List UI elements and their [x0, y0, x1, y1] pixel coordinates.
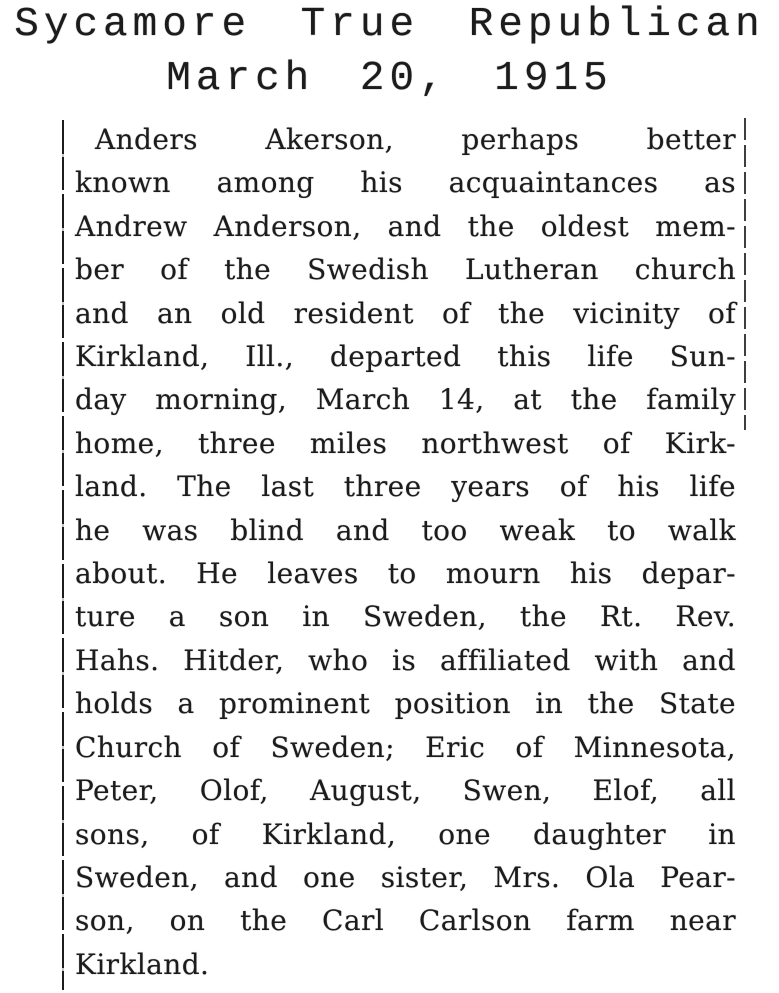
article-line: and an old resident of the vicinity of: [75, 296, 736, 330]
article-line: Anders Akerson, perhaps better: [95, 123, 736, 156]
article-line: day morning, March 14, at the family: [75, 383, 736, 417]
obituary-article: [62, 118, 746, 990]
issue-date: March 20, 1915: [166, 56, 613, 102]
article-line: ber of the Swedish Lutheran church: [75, 253, 736, 287]
article-text: [75, 118, 736, 986]
article-line: Kirkland.: [75, 947, 210, 981]
article-line: holds a prominent position in the State: [75, 687, 736, 721]
column-rule-left: [62, 120, 64, 990]
newspaper-title: Sycamore True Republican: [14, 2, 765, 48]
article-line: home, three miles northwest of Kirk-: [75, 426, 736, 460]
article-line: about. He leaves to mourn his depar-: [75, 557, 736, 591]
article-line: he was blind and too weak to walk: [75, 513, 736, 547]
column-rule-right: [744, 118, 746, 430]
article-line: Kirkland, Ill., departed this life Sun-: [75, 340, 736, 374]
article-line: Church of Sweden; Eric of Minnesota,: [75, 730, 736, 764]
masthead: [0, 0, 779, 102]
article-line: Sweden, and one sister, Mrs. Ola Pear-: [75, 860, 736, 894]
article-line: Andrew Anderson, and the oldest mem-: [75, 209, 736, 243]
article-line: land. The last three years of his life: [75, 470, 736, 504]
article-line: sons, of Kirkland, one daughter in: [75, 817, 736, 851]
article-line: Peter, Olof, August, Swen, Elof, all: [75, 774, 736, 808]
article-line: son, on the Carl Carlson farm near: [75, 904, 736, 938]
article-line: Hahs. Hitder, who is affiliated with and: [75, 643, 736, 677]
article-line: ture a son in Sweden, the Rt. Rev.: [75, 600, 736, 634]
article-line: known among his acquaintances as: [75, 166, 736, 200]
